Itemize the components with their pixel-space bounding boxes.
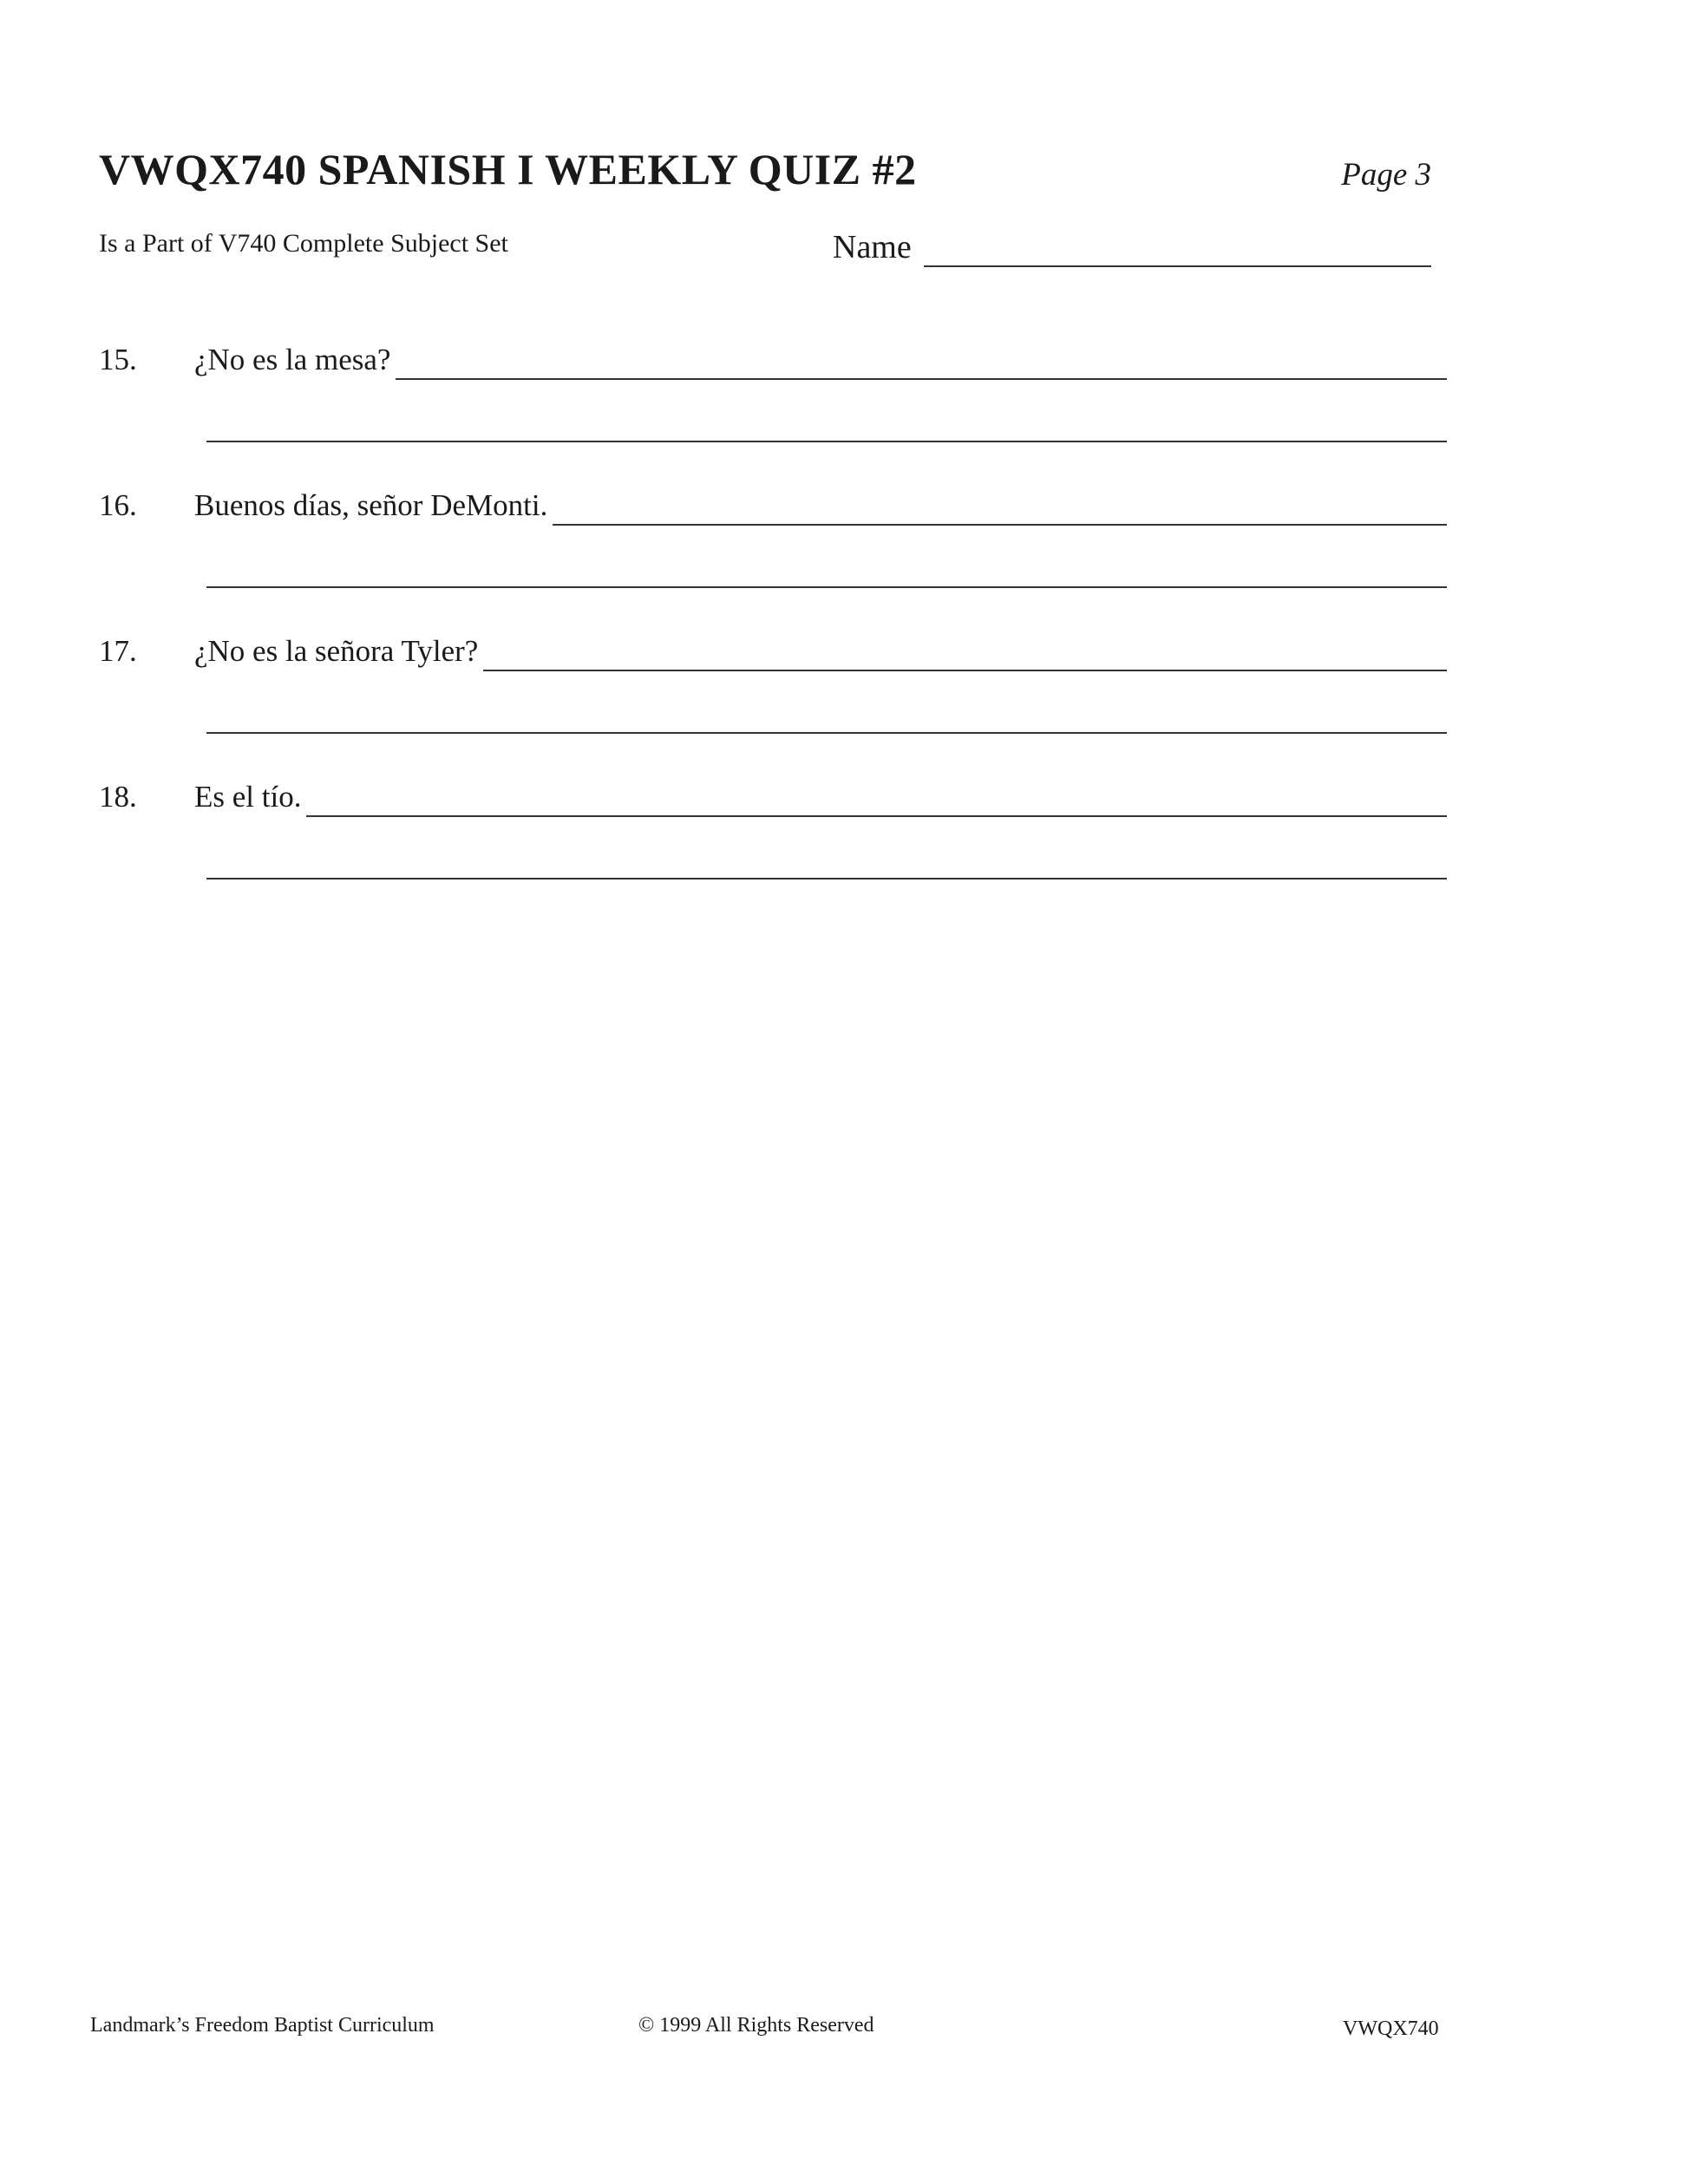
quiz-title: VWQX740 SPANISH I WEEKLY QUIZ #2 xyxy=(99,145,917,193)
question-text: ¿No es la señora Tyler? xyxy=(194,634,479,668)
answer-line-continuation[interactable] xyxy=(206,878,1447,879)
name-field-row xyxy=(833,224,1431,267)
name-answer-line[interactable] xyxy=(924,231,1431,267)
question-text: Buenos días, señor DeMonti. xyxy=(194,488,548,522)
subject-set-note: Is a Part of V740 Complete Subject Set xyxy=(99,229,508,258)
footer-copyright: © 1999 All Rights Reserved xyxy=(638,2014,874,2037)
answer-line[interactable] xyxy=(306,781,1447,817)
question-18 xyxy=(99,774,1447,817)
question-text: ¿No es la mesa? xyxy=(194,343,391,376)
question-number: 17. xyxy=(99,634,137,668)
name-label: Name xyxy=(833,229,912,265)
footer-curriculum: Landmark’s Freedom Baptist Curriculum xyxy=(90,2014,435,2037)
question-15 xyxy=(99,337,1447,380)
answer-line-continuation[interactable] xyxy=(206,441,1447,442)
answer-line-continuation[interactable] xyxy=(206,732,1447,734)
question-text: Es el tío. xyxy=(194,780,302,814)
answer-line[interactable] xyxy=(483,635,1447,671)
question-16 xyxy=(99,482,1447,526)
question-17 xyxy=(99,628,1447,671)
question-number: 15. xyxy=(99,343,137,376)
answer-line[interactable] xyxy=(553,489,1447,526)
answer-line[interactable] xyxy=(396,343,1447,380)
page-number: Page 3 xyxy=(1341,157,1431,193)
question-number: 16. xyxy=(99,488,137,522)
question-number: 18. xyxy=(99,780,137,814)
footer-code: VWQX740 xyxy=(1343,2017,1439,2040)
answer-line-continuation[interactable] xyxy=(206,586,1447,588)
